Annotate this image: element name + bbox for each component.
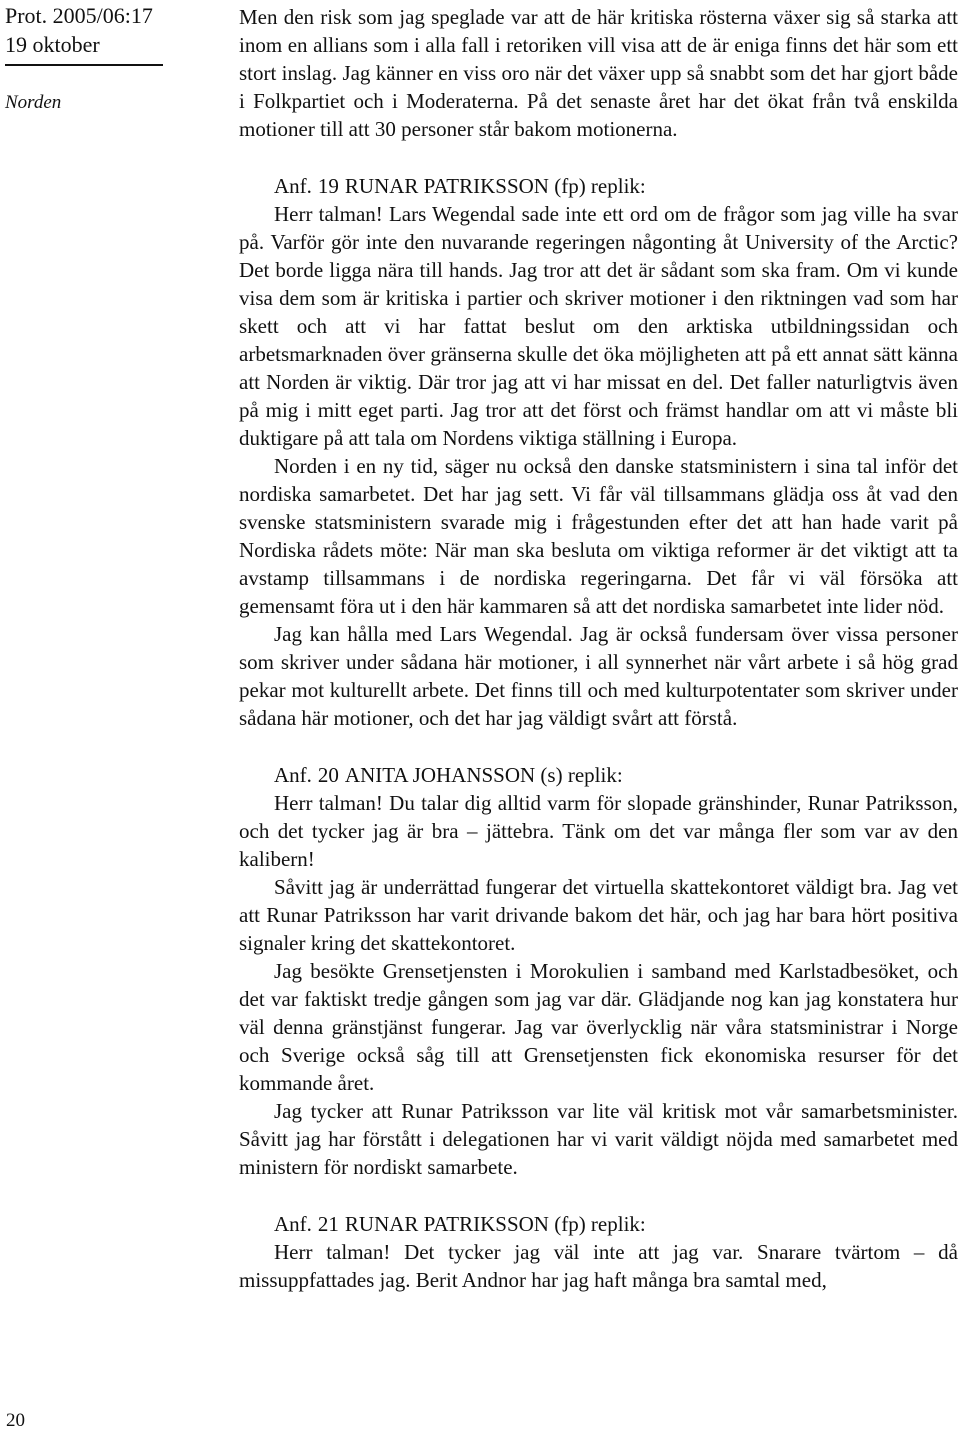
speaker-name: RUNAR PATRIKSSON (fp) replik:: [344, 174, 646, 198]
speech-number: 20: [317, 763, 339, 787]
speech-heading: [239, 761, 958, 789]
paragraph: Såvitt jag är underrättad fungerar det virtuella skattekontoret väldigt bra. Jag vet att Runar Patriksson har varit drivande bakom det här, och jag har bara hört positiva signaler kring det skattekontoret.: [239, 875, 958, 955]
protocol-text: [239, 0, 958, 1294]
speech-heading: [239, 1210, 958, 1238]
speech-prefix: Anf.: [274, 763, 312, 787]
speech-19: [239, 172, 958, 732]
topic-label: Norden: [5, 92, 62, 113]
speaker-name: RUNAR PATRIKSSON (fp) replik:: [344, 1212, 646, 1236]
speech-continuation: [239, 3, 958, 143]
speech-prefix: Anf.: [274, 1212, 312, 1236]
session-date: 19 oktober: [5, 32, 100, 57]
paragraph: Jag tycker att Runar Patriksson var lite väl kritisk mot vår samarbetsminister. Såvitt jag har förstått i delegationen har vi varit väldigt nöjda med samarbetet med ministern för nordiskt samarbete.: [239, 1099, 958, 1179]
speech-number: 19: [317, 174, 339, 198]
speech-21: [239, 1210, 958, 1294]
paragraph: Herr talman! Lars Wegendal sade inte ett ord om de frågor som jag ville ha svar på. Varför gör inte den nuvarande regeringen någonting åt University of the Arctic? Det borde ligga nära till hands. Jag tror att det är sådant som ska fram. Om vi kunde visa dem som är kritiska i partier och skriver motioner i den riktningen vad som har skett och att vi har fattat beslut om den arktiska utbildningssidan och arbetsmarknaden över gränserna skulle det öka möjligheten att på ett annat sätt känna att Norden är viktig. Där tror jag att vi har missat en del. Det faller naturligtvis även på mig i mitt eget parti. Jag tror att det först och främst handlar om att vi måste bli duktigare på att tala om Nordens viktiga ställning i Europa.: [239, 202, 958, 450]
speech-prefix: Anf.: [274, 174, 312, 198]
speech-number: 21: [317, 1212, 339, 1236]
page-number: 20: [6, 1410, 25, 1431]
protocol-number: Prot. 2005/06:17: [5, 3, 153, 28]
speaker-name: ANITA JOHANSSON (s) replik:: [344, 763, 623, 787]
date-underline: [5, 64, 163, 66]
paragraph: Jag kan hålla med Lars Wegendal. Jag är också fundersam över vissa personer som skriver under sådana här motioner, i all synnerhet när vårt arbete i så hög grad pekar mot kulturellt arbete. Det finns till och med kulturpotentater som skriver under sådana här motioner, och det har jag väldigt svårt att förstå.: [239, 622, 958, 730]
paragraph: Herr talman! Det tycker jag väl inte att jag var. Snarare tvärtom – då missuppfattades jag. Berit Andnor har jag haft många bra samtal med,: [239, 1240, 958, 1292]
margin-column: [0, 0, 215, 1433]
paragraph: Norden i en ny tid, säger nu också den danske statsministern i sina tal inför det nordiska samarbetet. Det har jag sett. Vi får väl tillsammans glädja oss åt vad den svenske statsministern svarade mig i frågestunden efter det att han hade varit på Nordiska rådets möte: När man ska besluta om viktiga reformer är det viktigt att ta avstamp tillsammans i de nordiska regeringarna. Det får vi väl försöka att gemensamt föra ut i den här kammaren så att det nordiska samarbetet inte lider nöd.: [239, 454, 958, 618]
speech-heading: [239, 172, 958, 200]
paragraph: Jag besökte Grensetjensten i Morokulien i samband med Karlstadbesöket, och det var faktiskt tredje gången som jag var där. Glädjande nog kan jag konstatera hur väl denna gränstjänst fungerar. Jag var överlycklig när våra statsministrar i Norge och Sverige också såg till att Grensetjensten fick ekonomiska resurser för det kommande året.: [239, 959, 958, 1095]
speech-20: [239, 761, 958, 1181]
paragraph: Herr talman! Du talar dig alltid varm för slopade gränshinder, Runar Patriksson, och det tycker jag är bra – jättebra. Tänk om det var många fler som var av den kalibern!: [239, 791, 958, 871]
paragraph: Men den risk som jag speglade var att de här kritiska rösterna växer sig så starka att inom en allians som i alla fall i retoriken vill visa att de är eniga finns det här som ett stort inslag. Jag känner en viss oro när det växer upp så snabbt som det har gjort både i Folkpartiet och i Moderaterna. På det senaste året har det ökat från två enskilda motioner till att 30 personer står bakom motionerna.: [239, 5, 958, 141]
